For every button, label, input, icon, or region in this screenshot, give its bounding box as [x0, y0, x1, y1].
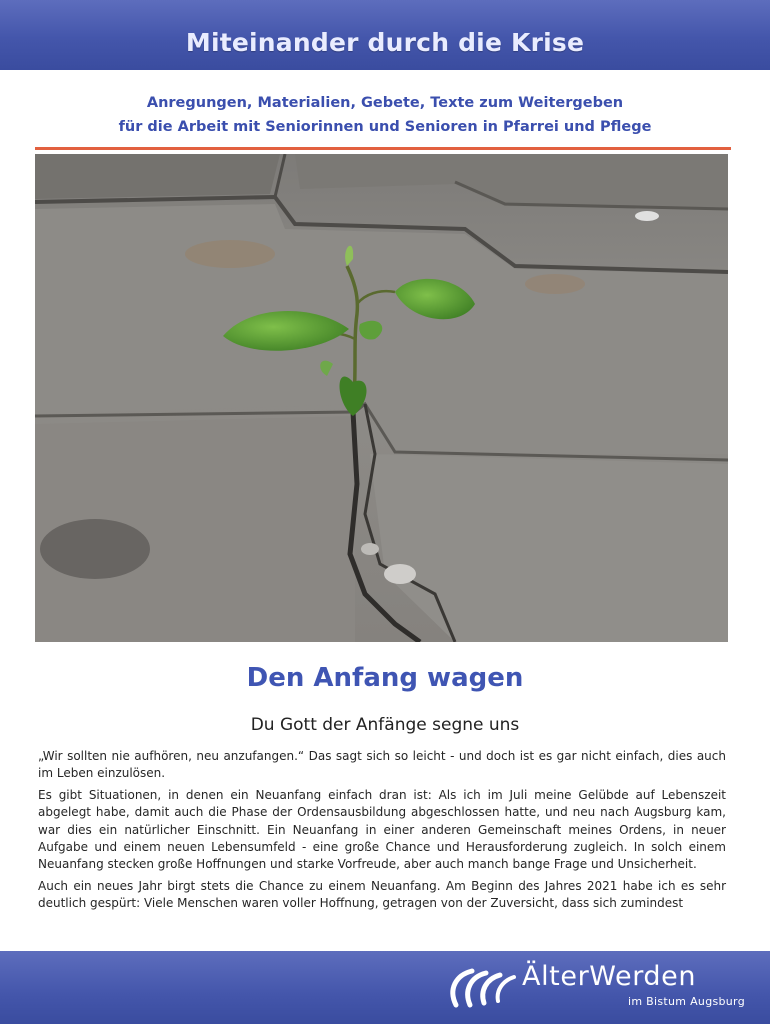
subtitle-line-2: für die Arbeit mit Seniorinnen und Senioren in Pfarrei und Pflege — [118, 119, 652, 135]
article-heading: Den Anfang wagen — [246, 663, 524, 693]
article-subheading: Du Gott der Anfänge segne uns — [250, 715, 520, 735]
subtitle-line-1: Anregungen, Materialien, Gebete, Texte zum Weitergeben — [146, 95, 624, 111]
wave-arcs-icon — [438, 961, 520, 1011]
page-title: Miteinander durch die Krise — [185, 28, 585, 57]
divider-rule — [35, 147, 731, 150]
paragraph: „Wir sollten nie aufhören, neu anzufangen.“ Das sagt sich so leicht - und doch ist es gar nicht einfach, dies auch im Leben einzulösen. — [38, 749, 726, 781]
plant-in-pavement-photo — [35, 154, 728, 642]
top-banner — [0, 0, 770, 70]
article-body — [38, 748, 726, 917]
footer-logo-subtext: im Bistum Augsburg — [628, 995, 745, 1008]
paragraph: Auch ein neues Jahr birgt stets die Chance zu einem Neuanfang. Am Beginn des Jahres 2021 habe ich es sehr deutlich gespürt: Viele Menschen waren voller Hoffnung, getragen von der Zuversicht, dass sich zumindest — [38, 878, 726, 911]
paragraph: Es gibt Situationen, in denen ein Neuanfang einfach dran ist: Als ich im Juli meine Gelübde auf Lebenszeit abgelegt habe, damit auch die Phase der Ordensausbildung abgeschlossen hatte, und neu nach Augsburg kam, war dies ein natürlicher Einschnitt. Ein Neuanfang in einer anderen Gemeinschaft meines Ordens, in neuer Aufgabe und einem neuen Lebensumfeld - eine große Chance und Herausforderung zugleich. In solch einem Neuanfang stecken große Hoffnungen und starke Vorfreude, aber auch manch bange Frage und Unsicherheit. — [38, 787, 726, 872]
footer-logo-text: ÄlterWerden — [522, 961, 697, 992]
